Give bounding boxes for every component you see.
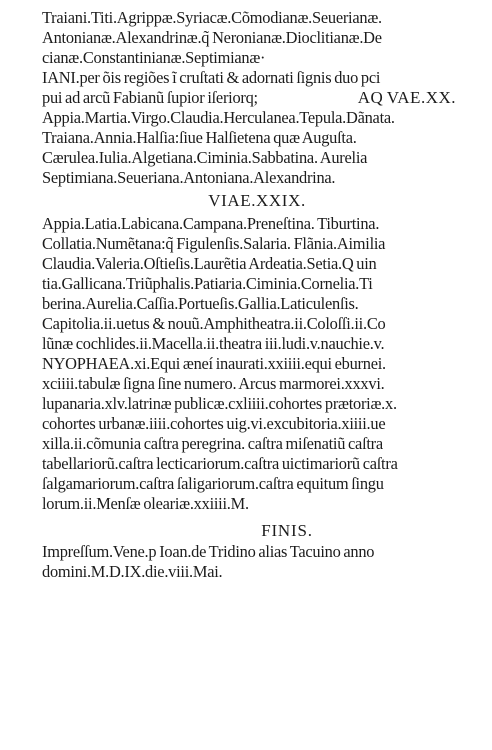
text-line: Appia.Martia.Virgo.Claudia.Herculanea.Tepula.Dãnata.	[42, 108, 395, 127]
text-line: xciiii.tabulæ ſigna ſine numero. Arcus marmorei.xxxvi.	[42, 374, 385, 393]
text-line: NYOPHAEA.xi.Equi æneí inaurati.xxiiii.equi eburnei.	[42, 354, 386, 373]
section-heading-viae: VIAE.XXIX.	[208, 191, 306, 210]
text-line: pui ad arcũ Fabianũ ſupior iſeriorq;	[42, 88, 258, 107]
text-line: berina.Aurelia.Caſſia.Portueſis.Gallia.Laticulenſis.	[42, 294, 359, 313]
text-line: Traiana.Annia.Halſia:ſiue Halſietena quæ Auguſta.	[42, 128, 357, 147]
text-line: lorum.ii.Menſæ oleariæ.xxiiii.M.	[42, 494, 249, 513]
text-line: ſalgamariorum.caſtra ſaligariorum.caſtra equitum ſingu	[42, 474, 384, 493]
text-line: Traiani.Titi.Agrippæ.Syriacæ.Cõmodianæ.Seuerianæ.	[42, 8, 382, 27]
text-line: cohortes urbanæ.iiii.cohortes uig.vi.excubitoria.xiiii.ue	[42, 414, 386, 433]
text-block	[42, 8, 462, 582]
text-line: xilla.ii.cõmunia caſtra peregrina. caſtra miſenatiũ caſtra	[42, 434, 383, 453]
text-line: IANI.per õis regiões ĩ cruſtati & adornati ſignis duo pci	[42, 68, 381, 87]
text-line: Appia.Latia.Labicana.Campana.Preneſtina. Tiburtina.	[42, 214, 380, 233]
colophon-line: domini.M.D.IX.die.viii.Mai.	[42, 562, 223, 581]
text-line: tia.Gallicana.Triũphalis.Patiaria.Ciminia.Cornelia.Ti	[42, 274, 373, 293]
finis-heading: FINIS.	[261, 521, 313, 540]
text-line: Cærulea.Iulia.Algetiana.Ciminia.Sabbatina. Aurelia	[42, 148, 368, 167]
text-line: Capitolia.ii.uetus & nouũ.Amphitheatra.ii.Coloſſi.ii.Co	[42, 314, 386, 333]
text-line: lũnæ cochlides.ii.Macella.ii.theatra iii.ludi.v.nauchie.v.	[42, 334, 385, 353]
colophon-line: Impreſſum.Vene.p Ioan.de Tridino alias Tacuino anno	[42, 542, 375, 561]
text-line: cianæ.Constantinianæ.Septimianæ·	[42, 48, 266, 67]
text-line-with-heading	[42, 88, 462, 108]
text-line: Collatia.Numẽtana:q̃ Figulenſis.Salaria. Flãnia.Aimilia	[42, 234, 386, 253]
text-line: lupanaria.xlv.latrinæ publicæ.cxliiii.cohortes prætoriæ.x.	[42, 394, 397, 413]
text-line: Claudia.Valeria.Oſtieſis.Laurẽtia Ardeatia.Setia.Q uin	[42, 254, 377, 273]
text-line: tabellariorũ.caſtra lecticariorum.caſtra uictimariorũ caſtra	[42, 454, 398, 473]
text-line: Septimiana.Seueriana.Antoniana.Alexandrina.	[42, 168, 336, 187]
section-heading-aqvae: AQ VAE.XX.	[357, 88, 456, 107]
text-line: Antonianæ.Alexandrinæ.q̃ Neronianæ.Dioclitianæ.De	[42, 28, 382, 47]
